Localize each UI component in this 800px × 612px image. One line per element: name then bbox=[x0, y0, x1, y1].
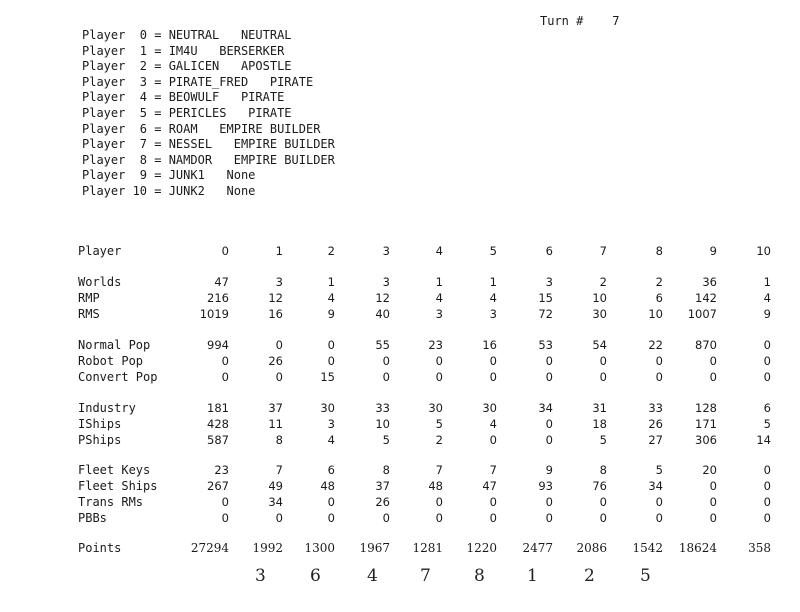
cell-player-4: 48 bbox=[428, 479, 443, 493]
cell-player-2: 3 bbox=[327, 417, 335, 431]
cell-player-8: 5 bbox=[655, 463, 663, 477]
cell-player-7: 31 bbox=[592, 401, 607, 415]
row-label: Robot Pop bbox=[78, 354, 144, 368]
cell-player-4: 4 bbox=[435, 244, 443, 258]
player-roster bbox=[82, 28, 335, 200]
cell-player-7: 5 bbox=[599, 433, 607, 447]
cell-player-5: 0 bbox=[489, 370, 497, 384]
cell-player-4: 1281 bbox=[412, 541, 443, 555]
cell-player-2: 4 bbox=[327, 291, 335, 305]
cell-player-7: 0 bbox=[599, 354, 607, 368]
player-roster-item: Player 10 = JUNK2 None bbox=[82, 183, 256, 198]
cell-player-4: 1 bbox=[435, 275, 443, 289]
stats-row-player bbox=[0, 244, 800, 260]
player-roster-item: Player 3 = PIRATE_FRED PIRATE bbox=[82, 74, 314, 89]
cell-player-2: 48 bbox=[320, 479, 335, 493]
cell-player-0: 23 bbox=[214, 463, 229, 477]
cell-player-0: 27294 bbox=[190, 541, 229, 555]
cell-player-10: 1 bbox=[763, 275, 771, 289]
stats-row-trans-rms bbox=[0, 495, 800, 511]
cell-player-8: 26 bbox=[648, 417, 663, 431]
cell-player-7: 8 bbox=[599, 463, 607, 477]
cell-player-9: 0 bbox=[709, 495, 717, 509]
cell-player-9: 0 bbox=[709, 511, 717, 525]
cell-player-9: 0 bbox=[709, 354, 717, 368]
cell-player-5: 4 bbox=[489, 291, 497, 305]
cell-player-1: 37 bbox=[268, 401, 283, 415]
cell-player-10: 6 bbox=[763, 401, 771, 415]
cell-player-5: 16 bbox=[482, 338, 497, 352]
cell-player-7: 10 bbox=[592, 291, 607, 305]
player-roster-item: Player 0 = NEUTRAL NEUTRAL bbox=[82, 28, 292, 42]
cell-player-7: 0 bbox=[599, 511, 607, 525]
cell-player-1: 34 bbox=[268, 495, 283, 509]
player-roster-item: Player 1 = IM4U BERSERKER bbox=[82, 43, 285, 58]
cell-player-3: 37 bbox=[375, 479, 390, 493]
cell-player-8: 1542 bbox=[632, 541, 663, 555]
cell-player-0: 0 bbox=[221, 511, 229, 525]
cell-player-6: 0 bbox=[545, 511, 553, 525]
cell-player-9: 0 bbox=[709, 370, 717, 384]
cell-player-4: 0 bbox=[435, 370, 443, 384]
cell-player-0: 1019 bbox=[199, 307, 229, 321]
cell-player-3: 55 bbox=[375, 338, 390, 352]
row-label: Industry bbox=[78, 401, 136, 415]
cell-player-2: 1 bbox=[327, 275, 335, 289]
player-roster-item: Player 2 = GALICEN APOSTLE bbox=[82, 59, 292, 74]
cell-player-8: 34 bbox=[648, 479, 663, 493]
cell-player-10: 0 bbox=[763, 479, 771, 493]
stats-row-pbbs bbox=[0, 511, 800, 527]
stats-row-iships bbox=[0, 417, 800, 433]
cell-player-10: 10 bbox=[756, 244, 771, 258]
cell-player-6: 0 bbox=[545, 370, 553, 384]
stats-row-normal-pop bbox=[0, 338, 800, 354]
cell-player-0: 181 bbox=[207, 401, 229, 415]
stats-row-robot-pop bbox=[0, 354, 800, 370]
cell-player-3: 12 bbox=[375, 291, 390, 305]
cell-player-10: 9 bbox=[763, 307, 771, 321]
row-label: Worlds bbox=[78, 275, 122, 289]
row-label: Player bbox=[78, 244, 122, 258]
cell-player-10: 4 bbox=[763, 291, 771, 305]
cell-player-8: 0 bbox=[655, 511, 663, 525]
cell-player-3: 0 bbox=[382, 354, 390, 368]
cell-player-4: 2 bbox=[435, 433, 443, 447]
cell-player-10: 0 bbox=[763, 511, 771, 525]
row-label: Convert Pop bbox=[78, 370, 158, 384]
cell-player-0: 0 bbox=[221, 244, 229, 258]
cell-player-10: 5 bbox=[763, 417, 771, 431]
cell-player-9: 1007 bbox=[687, 307, 717, 321]
cell-player-6: 0 bbox=[545, 495, 553, 509]
cell-player-4: 7 bbox=[435, 463, 443, 477]
cell-player-3: 0 bbox=[382, 511, 390, 525]
cell-player-4: 0 bbox=[435, 354, 443, 368]
stats-row-rms bbox=[0, 307, 800, 323]
player-roster-item: Player 6 = ROAM EMPIRE BUILDER bbox=[82, 121, 321, 136]
cell-player-2: 2 bbox=[327, 244, 335, 258]
cell-player-3: 8 bbox=[382, 463, 390, 477]
stats-row-industry bbox=[0, 401, 800, 417]
cell-player-10: 14 bbox=[756, 433, 771, 447]
player-roster-item: Player 8 = NAMDOR EMPIRE BUILDER bbox=[82, 152, 335, 167]
cell-player-5: 7 bbox=[489, 463, 497, 477]
cell-player-1: 16 bbox=[268, 307, 283, 321]
cell-player-10: 0 bbox=[763, 354, 771, 368]
cell-player-2: 4 bbox=[327, 433, 335, 447]
cell-player-5: 47 bbox=[482, 479, 497, 493]
cell-player-4: 3 bbox=[435, 307, 443, 321]
cell-player-0: 216 bbox=[207, 291, 229, 305]
cell-player-5: 4 bbox=[489, 417, 497, 431]
cell-player-7: 30 bbox=[592, 307, 607, 321]
cell-player-2: 0 bbox=[327, 495, 335, 509]
cell-player-3: 0 bbox=[382, 370, 390, 384]
cell-player-9: 306 bbox=[695, 433, 717, 447]
cell-player-7: 54 bbox=[592, 338, 607, 352]
row-label: IShips bbox=[78, 417, 122, 431]
cell-player-2: 0 bbox=[327, 338, 335, 352]
row-label: Normal Pop bbox=[78, 338, 151, 352]
cell-player-5: 0 bbox=[489, 354, 497, 368]
cell-player-2: 6 bbox=[327, 463, 335, 477]
cell-player-8: 2 bbox=[655, 275, 663, 289]
cell-player-6: 0 bbox=[545, 433, 553, 447]
cell-player-1: 3 bbox=[275, 275, 283, 289]
cell-player-10: 0 bbox=[763, 370, 771, 384]
cell-player-10: 0 bbox=[763, 495, 771, 509]
stats-row-fleet-keys bbox=[0, 463, 800, 479]
cell-player-8: 27 bbox=[648, 433, 663, 447]
cell-player-5: 3 bbox=[489, 307, 497, 321]
cell-player-9: 20 bbox=[702, 463, 717, 477]
player-roster-item: Player 9 = JUNK1 None bbox=[82, 168, 256, 183]
stats-row-rmp bbox=[0, 291, 800, 307]
cell-player-3: 10 bbox=[375, 417, 390, 431]
cell-player-0: 267 bbox=[207, 479, 229, 493]
row-label: Fleet Keys bbox=[78, 463, 151, 477]
cell-player-8: 0 bbox=[655, 495, 663, 509]
cell-player-4: 0 bbox=[435, 511, 443, 525]
handwritten-rank: 5 bbox=[640, 566, 651, 586]
turn-number: 7 bbox=[612, 14, 620, 28]
cell-player-1: 0 bbox=[275, 370, 283, 384]
turn-indicator bbox=[540, 14, 620, 28]
cell-player-6: 0 bbox=[545, 354, 553, 368]
cell-player-6: 72 bbox=[538, 307, 553, 321]
row-label: Trans RMs bbox=[78, 495, 144, 509]
cell-player-6: 93 bbox=[538, 479, 553, 493]
cell-player-3: 5 bbox=[382, 433, 390, 447]
stats-row-convert-pop bbox=[0, 370, 800, 386]
cell-player-1: 8 bbox=[275, 433, 283, 447]
stats-row-points bbox=[0, 541, 800, 557]
cell-player-1: 1992 bbox=[252, 541, 283, 555]
cell-player-9: 9 bbox=[709, 244, 717, 258]
cell-player-9: 870 bbox=[695, 338, 717, 352]
cell-player-7: 2086 bbox=[576, 541, 607, 555]
cell-player-6: 53 bbox=[538, 338, 553, 352]
cell-player-0: 47 bbox=[214, 275, 229, 289]
cell-player-8: 10 bbox=[648, 307, 663, 321]
cell-player-1: 11 bbox=[268, 417, 283, 431]
cell-player-2: 30 bbox=[320, 401, 335, 415]
handwritten-rank: 4 bbox=[367, 566, 378, 586]
stats-row-pships bbox=[0, 433, 800, 449]
cell-player-6: 0 bbox=[545, 417, 553, 431]
handwritten-rank: 1 bbox=[527, 566, 538, 586]
handwritten-rank: 3 bbox=[255, 566, 266, 586]
cell-player-1: 0 bbox=[275, 338, 283, 352]
cell-player-9: 128 bbox=[695, 401, 717, 415]
cell-player-4: 4 bbox=[435, 291, 443, 305]
cell-player-5: 5 bbox=[489, 244, 497, 258]
cell-player-3: 33 bbox=[375, 401, 390, 415]
cell-player-7: 0 bbox=[599, 370, 607, 384]
cell-player-9: 18624 bbox=[678, 541, 717, 555]
cell-player-3: 40 bbox=[375, 307, 390, 321]
cell-player-3: 1967 bbox=[359, 541, 390, 555]
stats-row-fleet-ships bbox=[0, 479, 800, 495]
row-label: RMP bbox=[78, 291, 100, 305]
cell-player-1: 12 bbox=[268, 291, 283, 305]
cell-player-4: 23 bbox=[428, 338, 443, 352]
cell-player-6: 34 bbox=[538, 401, 553, 415]
cell-player-0: 994 bbox=[207, 338, 229, 352]
row-label: PShips bbox=[78, 433, 122, 447]
cell-player-0: 0 bbox=[221, 354, 229, 368]
cell-player-7: 18 bbox=[592, 417, 607, 431]
cell-player-0: 0 bbox=[221, 495, 229, 509]
row-label: Fleet Ships bbox=[78, 479, 158, 493]
cell-player-5: 0 bbox=[489, 433, 497, 447]
cell-player-3: 26 bbox=[375, 495, 390, 509]
cell-player-6: 6 bbox=[545, 244, 553, 258]
row-label: Points bbox=[78, 541, 122, 555]
player-roster-item: Player 7 = NESSEL EMPIRE BUILDER bbox=[82, 137, 335, 152]
cell-player-1: 49 bbox=[268, 479, 283, 493]
cell-player-4: 5 bbox=[435, 417, 443, 431]
cell-player-5: 30 bbox=[482, 401, 497, 415]
handwritten-rank: 7 bbox=[420, 566, 431, 586]
row-label: RMS bbox=[78, 307, 100, 321]
cell-player-2: 0 bbox=[327, 511, 335, 525]
cell-player-2: 15 bbox=[320, 370, 335, 384]
cell-player-10: 0 bbox=[763, 463, 771, 477]
cell-player-1: 26 bbox=[268, 354, 283, 368]
cell-player-2: 0 bbox=[327, 354, 335, 368]
cell-player-9: 171 bbox=[695, 417, 717, 431]
cell-player-7: 7 bbox=[599, 244, 607, 258]
cell-player-10: 0 bbox=[763, 338, 771, 352]
cell-player-7: 2 bbox=[599, 275, 607, 289]
handwritten-rank: 6 bbox=[310, 566, 321, 586]
cell-player-9: 0 bbox=[709, 479, 717, 493]
cell-player-5: 1220 bbox=[466, 541, 497, 555]
cell-player-8: 0 bbox=[655, 354, 663, 368]
player-roster-item: Player 4 = BEOWULF PIRATE bbox=[82, 90, 285, 105]
cell-player-5: 1 bbox=[489, 275, 497, 289]
cell-player-3: 3 bbox=[382, 275, 390, 289]
cell-player-4: 0 bbox=[435, 495, 443, 509]
cell-player-8: 22 bbox=[648, 338, 663, 352]
cell-player-8: 6 bbox=[655, 291, 663, 305]
stats-row-worlds bbox=[0, 275, 800, 291]
cell-player-8: 8 bbox=[655, 244, 663, 258]
cell-player-8: 0 bbox=[655, 370, 663, 384]
cell-player-4: 30 bbox=[428, 401, 443, 415]
cell-player-0: 0 bbox=[221, 370, 229, 384]
cell-player-1: 0 bbox=[275, 511, 283, 525]
player-roster-item: Player 5 = PERICLES PIRATE bbox=[82, 105, 292, 120]
turn-label: Turn # bbox=[540, 14, 584, 28]
row-label: PBBs bbox=[78, 511, 107, 525]
cell-player-6: 9 bbox=[545, 463, 553, 477]
cell-player-0: 587 bbox=[207, 433, 229, 447]
cell-player-5: 0 bbox=[489, 495, 497, 509]
cell-player-0: 428 bbox=[207, 417, 229, 431]
cell-player-6: 3 bbox=[545, 275, 553, 289]
cell-player-7: 0 bbox=[599, 495, 607, 509]
cell-player-9: 142 bbox=[695, 291, 717, 305]
cell-player-10: 358 bbox=[748, 541, 771, 555]
cell-player-2: 9 bbox=[327, 307, 335, 321]
cell-player-7: 76 bbox=[592, 479, 607, 493]
handwritten-rank: 8 bbox=[474, 566, 485, 586]
cell-player-9: 36 bbox=[702, 275, 717, 289]
cell-player-5: 0 bbox=[489, 511, 497, 525]
cell-player-2: 1300 bbox=[304, 541, 335, 555]
cell-player-3: 3 bbox=[382, 244, 390, 258]
cell-player-8: 33 bbox=[648, 401, 663, 415]
cell-player-1: 7 bbox=[275, 463, 283, 477]
cell-player-1: 1 bbox=[275, 244, 283, 258]
handwritten-rank: 2 bbox=[584, 566, 595, 586]
cell-player-6: 15 bbox=[538, 291, 553, 305]
cell-player-6: 2477 bbox=[522, 541, 553, 555]
